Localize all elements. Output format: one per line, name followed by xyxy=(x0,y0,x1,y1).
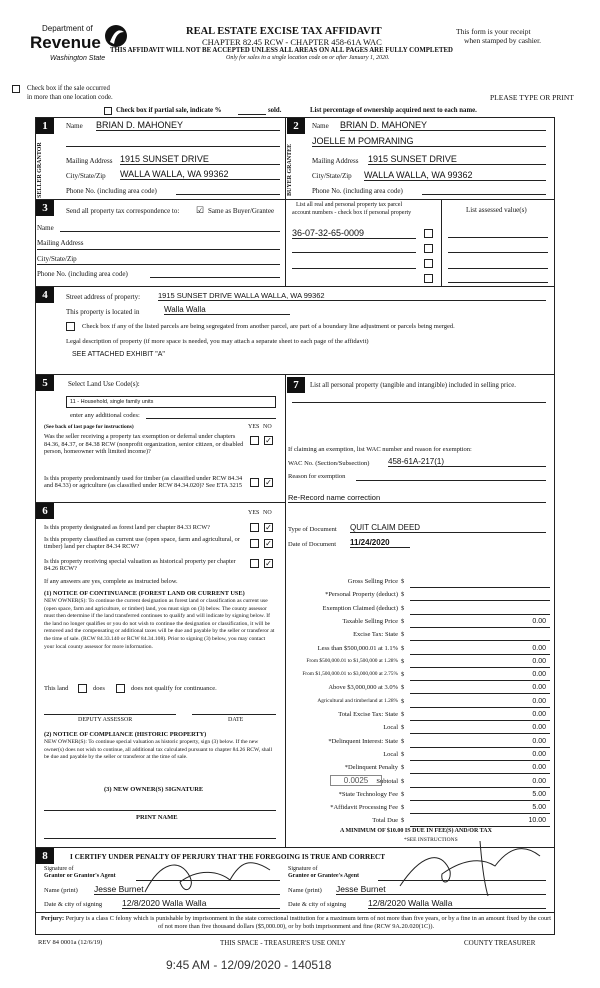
timber-question: Is this property predominantly used for timber (as classified under RCW 84.34 and 84.33) or agriculture (as classified under RCW 84.34.020)? See ETA 3215 xyxy=(44,475,243,489)
partial-sale-label: Check box if partial sale, indicate % xyxy=(116,107,222,114)
dollar-sign: $ xyxy=(401,591,405,599)
tax-row-value[interactable] xyxy=(410,631,550,641)
ownership-note: List percentage of ownership acquired next to each name. xyxy=(310,107,477,114)
sec6-no-header: NO xyxy=(263,510,272,516)
receipt-line-1: This form is your receipt xyxy=(456,27,531,36)
dollar-sign: $ xyxy=(401,790,405,798)
tax-row-value[interactable]: 0.00 xyxy=(410,698,550,708)
notice-compliance-title: (2) NOTICE OF COMPLIANCE (HISTORIC PROPERTY) xyxy=(44,731,207,738)
tax-name-label: Name xyxy=(37,224,54,232)
assessor-date-field[interactable] xyxy=(192,714,276,715)
form-warning: THIS AFFIDAVIT WILL NOT BE ACCEPTED UNLESS ALL AREAS ON ALL PAGES ARE FULLY COMPLETED xyxy=(110,47,453,54)
tax-row-label: *Delinquent Penalty xyxy=(344,764,398,772)
forest-no-checkbox[interactable]: ✓ xyxy=(265,523,272,532)
multi-location-label-2: in more than one location code. xyxy=(27,94,113,101)
dollar-sign: $ xyxy=(401,737,405,745)
exemption-yes-checkbox[interactable] xyxy=(250,436,259,445)
grantor-name-value[interactable]: Jesse Burnet xyxy=(94,884,280,895)
land-does-not-label: does not qualify for continuance. xyxy=(131,685,217,692)
dollar-sign: $ xyxy=(401,604,405,612)
dor-logo xyxy=(30,22,130,70)
only-for-note: Only for sales in a single location code on or after January 1, 2020. xyxy=(226,55,390,61)
tax-row-label: Less than $500,000.01 at 1.1% xyxy=(317,644,398,652)
form-revision: REV 84 0001a (12/6/19) xyxy=(38,939,103,946)
tax-row-label: *State Technology Fee xyxy=(338,790,398,798)
doc-type-label: Type of Document xyxy=(288,526,337,533)
see-back-note: (See back of last page for instructions) xyxy=(44,424,134,430)
tax-row-label: *Personal Property (deduct) xyxy=(325,591,398,599)
dollar-sign: $ xyxy=(401,817,405,825)
section-3-col-divider xyxy=(285,199,286,286)
grantee-name-value[interactable]: Jesse Burnet xyxy=(336,884,546,895)
seller-city-label: City/State/Zip xyxy=(66,172,106,180)
tax-row-label: *Delinquent Interest: State xyxy=(328,737,398,745)
tax-row-label: Total Due xyxy=(372,817,398,825)
buyer-phone-field[interactable] xyxy=(422,194,546,195)
grantor-sig-label-2: Grantor or Grantor's Agent xyxy=(44,873,116,879)
section-5-number: 5 xyxy=(36,375,54,391)
grantee-date-label: Date & city of signing xyxy=(288,901,347,908)
grantor-date-value[interactable]: 12/8/2020 Walla Walla xyxy=(122,898,280,909)
tax-row-label: Subtotal xyxy=(376,777,398,785)
section-1-2-divider xyxy=(285,117,286,199)
assessed-value-3[interactable] xyxy=(448,268,548,269)
buyer-mail-value[interactable]: 1915 SUNSET DRIVE xyxy=(368,154,546,165)
land-use-code-field[interactable]: 11 - Household, single family units xyxy=(66,396,276,408)
multi-location-label-1: Check box if the sale occurred xyxy=(27,85,110,92)
dollar-sign: $ xyxy=(401,711,405,718)
form-chapter: CHAPTER 82.45 RCW - CHAPTER 458-61A WAC xyxy=(202,37,382,47)
dollar-sign: $ xyxy=(401,644,405,652)
treasurer-use-note: THIS SPACE - TREASURER'S USE ONLY xyxy=(220,939,346,947)
legal-description-label: Legal description of property (if more space is needed, you may attach a separate sheet to each page of the affidavit) xyxy=(66,338,369,345)
print-name-field[interactable] xyxy=(44,838,276,839)
section-divider-4 xyxy=(35,286,555,287)
buyer-city-value[interactable]: WALLA WALLA, WA 99362 xyxy=(364,170,546,181)
timber-no-checkbox[interactable]: ✓ xyxy=(265,478,272,487)
located-value[interactable]: Walla Walla xyxy=(164,305,290,315)
partial-pct-field[interactable] xyxy=(238,114,266,115)
dollar-sign: $ xyxy=(401,671,405,679)
historic-no-checkbox[interactable]: ✓ xyxy=(265,559,272,568)
tax-row-label: Excise Tax: State xyxy=(353,631,398,639)
tax-row-value[interactable] xyxy=(410,605,550,615)
assessed-value-1[interactable] xyxy=(448,237,548,238)
tax-city-label: City/State/Zip xyxy=(37,255,77,263)
parcel-number-2[interactable] xyxy=(292,252,416,253)
tax-row-label: Above $3,000,000 at 3.0% xyxy=(328,684,398,692)
current-use-yes-checkbox[interactable] xyxy=(250,539,259,548)
tax-mail-field[interactable] xyxy=(37,249,280,250)
receipt-line-2: when stamped by cashier. xyxy=(464,36,542,45)
seller-phone-field[interactable] xyxy=(176,194,280,195)
perjury-label: Perjury: xyxy=(41,915,65,922)
seller-name-value[interactable]: BRIAN D. MAHONEY xyxy=(96,120,280,131)
grantor-sig-label-1: Signature of xyxy=(44,866,74,872)
dollar-sign: $ xyxy=(401,697,405,705)
exemption-no-checkbox[interactable]: ✓ xyxy=(265,436,272,445)
tax-row-value[interactable] xyxy=(410,578,550,588)
tax-row-value[interactable]: 0.00 xyxy=(410,671,550,681)
land-does-not-checkbox[interactable] xyxy=(116,684,125,693)
county-treasurer-label: COUNTY TREASURER xyxy=(464,939,536,947)
exemption-question: Was the seller receiving a property tax exemption or deferral under chapters 84.36, 84.37, or 84.38 RCW (nonprofit organization, senior citizen, or disabled person, homeowner with limited income)? xyxy=(44,433,244,455)
forest-yes-checkbox[interactable] xyxy=(250,523,259,532)
parcel-1-personal-checkbox[interactable] xyxy=(424,229,433,238)
assessor-date-label: DATE xyxy=(228,717,244,723)
new-owner-signature-field[interactable] xyxy=(44,810,276,811)
correspondence-label: Send all property tax correspondence to: xyxy=(66,207,180,215)
tax-row-value[interactable] xyxy=(410,591,550,601)
new-owner-signature-label: (3) NEW OWNER(S) SIGNATURE xyxy=(104,786,204,793)
tax-row-value[interactable]: 0.00 xyxy=(410,751,550,761)
perjury-text: Perjury is a class C felony which is punishable by imprisonment in the state correctional institution for a maximum term of not more than five years, or by a fine in an amount fixed by the court of not more than five thousand dollars ($5,000.00), or by both imprisonment and fine (RCW 9A.20.020(1C)). xyxy=(65,915,551,930)
section-3-col-divider-2 xyxy=(441,199,442,286)
tax-phone-field[interactable] xyxy=(150,277,280,278)
tax-row-value[interactable]: 0.00 xyxy=(410,711,550,721)
seller-city-value[interactable]: WALLA WALLA, WA 99362 xyxy=(120,169,280,180)
additional-codes-label: enter any additional codes: xyxy=(70,412,140,419)
dollar-sign: $ xyxy=(401,657,405,665)
wac-value[interactable]: 458-61A-217(1) xyxy=(388,457,546,467)
buyer-name-value-2[interactable]: JOELLE M POMRANING xyxy=(312,136,546,147)
tax-city-field[interactable] xyxy=(37,264,280,265)
section-8-number: 8 xyxy=(36,848,54,864)
tax-row-value[interactable]: 0.00 xyxy=(410,618,550,628)
exemption-claim-label: If claiming an exemption, list WAC number and reason for exemption: xyxy=(288,446,472,453)
section-1-number: 1 xyxy=(36,118,54,134)
assessed-value-4[interactable] xyxy=(448,282,548,283)
recording-stamp: 9:45 AM - 12/09/2020 - 140518 xyxy=(166,958,332,972)
land-does-label: does xyxy=(93,685,105,692)
deputy-assessor-field[interactable] xyxy=(44,714,176,715)
same-as-buyer-label: Same as Buyer/Grantee xyxy=(208,207,275,215)
seller-phone-label: Phone No. (including area code) xyxy=(66,187,157,195)
dollar-sign: $ xyxy=(401,617,405,625)
section-4-number: 4 xyxy=(36,287,54,303)
print-note: PLEASE TYPE OR PRINT xyxy=(490,93,574,102)
buyer-side-label: BUYER GRANTEE xyxy=(287,143,293,197)
timber-yes-checkbox[interactable] xyxy=(250,478,259,487)
doc-date-value[interactable]: 11/24/2020 xyxy=(350,538,410,548)
doc-date-label: Date of Document xyxy=(288,541,337,548)
buyer-city-label: City/State/Zip xyxy=(312,172,352,180)
tax-row-label: From $500,000.01 to $1,500,000 at 1.28% xyxy=(306,657,398,664)
grantee-name-label: Name (print) xyxy=(288,887,322,894)
legal-description-value[interactable]: SEE ATTACHED EXHIBIT "A" xyxy=(72,351,165,358)
section-6-number: 6 xyxy=(36,503,54,519)
historic-question: Is this property receiving special valuation as historical property per chapter 84.26 RCW? xyxy=(44,558,236,572)
sold-label: sold. xyxy=(268,107,282,114)
dollar-sign: $ xyxy=(401,724,405,732)
grantor-name-label: Name (print) xyxy=(44,887,78,894)
tax-phone-label: Phone No. (including area code) xyxy=(37,270,128,278)
tax-row-value[interactable]: 0.00 xyxy=(410,684,550,694)
see-instructions-note: *SEE INSTRUCTIONS xyxy=(404,837,458,843)
same-as-buyer-check[interactable]: ☑ xyxy=(196,205,205,215)
tax-row-value[interactable]: 0.00 xyxy=(410,764,550,774)
section-divider-6 xyxy=(35,502,286,503)
seller-side-label: SELLER GRANTOR xyxy=(37,142,43,198)
current-use-no-checkbox[interactable]: ✓ xyxy=(265,539,272,548)
assessed-label: List assessed value(s) xyxy=(466,206,527,214)
land-does-checkbox[interactable] xyxy=(78,684,87,693)
reason-line-1[interactable] xyxy=(356,480,546,481)
parcel-2-personal-checkbox[interactable] xyxy=(424,244,433,253)
personal-property-label: List all personal property (tangible and intangible) included in selling price. xyxy=(310,382,516,389)
grantee-sig-label-2: Grantee or Grantee's Agent xyxy=(288,873,360,879)
grantee-sig-label-1: Signature of xyxy=(288,866,318,872)
tax-name-field[interactable] xyxy=(60,231,280,232)
personal-property-field[interactable] xyxy=(292,402,546,403)
parcel-list-label-1: List all real and personal property tax parcel xyxy=(296,202,403,208)
tax-row-value[interactable]: 0.00 xyxy=(410,778,550,788)
tax-mail-label: Mailing Address xyxy=(37,239,84,247)
section-divider-3 xyxy=(35,199,555,200)
additional-codes-field[interactable] xyxy=(146,418,276,419)
parcel-3-personal-checkbox[interactable] xyxy=(424,259,433,268)
parcel-list-label-2: account numbers - check box if personal property xyxy=(292,210,412,216)
dollar-sign: $ xyxy=(401,764,405,772)
seller-name-line-2[interactable] xyxy=(66,146,280,147)
tax-row-value[interactable]: 10.00 xyxy=(410,817,550,827)
tax-row-value[interactable]: 0.00 xyxy=(410,658,550,668)
seller-mail-value[interactable]: 1915 SUNSET DRIVE xyxy=(120,154,280,165)
grantee-date-value[interactable]: 12/8/2020 Walla Walla xyxy=(368,898,546,909)
section-2-number: 2 xyxy=(287,118,305,134)
tax-row-label: Local xyxy=(383,750,398,758)
perjury-divider xyxy=(35,912,555,913)
tax-row-value[interactable]: 0.00 xyxy=(410,645,550,655)
seller-name-label: Name xyxy=(66,122,83,130)
print-name-label: PRINT NAME xyxy=(136,814,178,821)
notice-continuance-text: NEW OWNER(S): To continue the current designation as forest land or classification as current use (open space, farm and agriculture, or timber) land, you must sign on (3) below. The county assessor must then determine if the land transferred continues to qualify and will indicate by signing below. If the land no longer qualifies or you do not wish to continue the designation or classification, it will be removed and the compensating or additional taxes will be due and payable by the seller or transferor at the time of sale. (RCW 84.33.140 or RCW 84.34.108). Prior to signing (3) below, you may contact your local county assessor for more information. xyxy=(44,598,275,650)
sec6-yes-header: YES xyxy=(248,510,260,516)
tax-row-value[interactable]: 5.00 xyxy=(410,804,550,814)
multi-location-checkbox[interactable] xyxy=(12,85,20,93)
current-use-question: Is this property classified as current use (open space, farm and agricultural, or timber) land per chapter 84.34 RCW? xyxy=(44,536,240,550)
deputy-assessor-label: DEPUTY ASSESSOR xyxy=(78,717,133,723)
tax-row-label: Local xyxy=(383,724,398,732)
certify-statement: I CERTIFY UNDER PENALTY OF PERJURY THAT THE FOREGOING IS TRUE AND CORRECT xyxy=(70,853,385,861)
doc-type-value[interactable]: QUIT CLAIM DEED xyxy=(350,523,546,533)
logo-line-1: Department of xyxy=(42,24,93,33)
land-use-label: Select Land Use Code(s): xyxy=(68,380,140,388)
buyer-name-label: Name xyxy=(312,122,329,130)
reason-value[interactable]: Re-Record name correction xyxy=(288,493,546,503)
reason-label: Reason for exemption xyxy=(288,473,346,480)
tax-row-label: Exemption Claimed (deduct) xyxy=(322,604,398,612)
logo-line-2: Revenue xyxy=(30,33,101,52)
parcel-number-3[interactable] xyxy=(292,268,416,269)
logo-line-3: Washington State xyxy=(50,55,106,62)
street-value[interactable]: 1915 SUNSET DRIVE WALLA WALLA, WA 99362 xyxy=(158,291,546,301)
tax-row-value[interactable]: 0.00 xyxy=(410,738,550,748)
tax-row-label: Taxable Selling Price xyxy=(342,617,398,625)
dollar-sign: $ xyxy=(401,578,405,585)
tax-row-label: Total Excise Tax: State xyxy=(338,711,398,718)
forest-question: Is this property designated as forest land per chapter 84.33 RCW? xyxy=(44,524,210,531)
segregated-checkbox[interactable] xyxy=(66,322,75,331)
buyer-phone-label: Phone No. (including area code) xyxy=(312,187,403,195)
parcel-number-1[interactable]: 36-07-32-65-0009 xyxy=(292,228,416,239)
minimum-fee-note: A MINIMUM OF $10.00 IS DUE IN FEE(S) AND/OR TAX xyxy=(340,828,492,834)
dollar-sign: $ xyxy=(401,804,405,812)
segregated-label: Check box if any of the listed parcels are being segregated from another parcel, are part of a boundary line adjustment or parcels being merged. xyxy=(82,323,455,330)
sec5-yes-header: YES xyxy=(248,424,260,430)
dollar-sign: $ xyxy=(401,777,405,785)
parcel-4-personal-checkbox[interactable] xyxy=(424,274,433,283)
form-title: REAL ESTATE EXCISE TAX AFFIDAVIT xyxy=(186,26,382,37)
section-5-7-divider xyxy=(285,374,286,847)
dollar-sign: $ xyxy=(401,750,405,758)
tax-row-label: Agricultural and timberland at 1.28% xyxy=(317,697,398,704)
buyer-name-value-1[interactable]: BRIAN D. MAHONEY xyxy=(340,120,546,131)
sec5-no-header: NO xyxy=(263,424,272,430)
section-7-number: 7 xyxy=(287,377,305,393)
grantor-date-label: Date & city of signing xyxy=(44,901,103,908)
buyer-mail-label: Mailing Address xyxy=(312,157,359,165)
tax-row-label: Gross Selling Price xyxy=(347,578,398,585)
wac-label: WAC No. (Section/Subsection) xyxy=(288,460,370,467)
street-label: Street address of property: xyxy=(66,293,141,301)
seller-mail-label: Mailing Address xyxy=(66,157,113,165)
perjury-statement xyxy=(40,915,552,931)
section-3-number: 3 xyxy=(36,200,54,216)
dollar-sign: $ xyxy=(401,684,405,692)
if-yes-note: If any answers are yes, complete as instructed below. xyxy=(44,578,178,585)
assessed-value-2[interactable] xyxy=(448,252,548,253)
partial-sale-checkbox[interactable] xyxy=(104,107,112,115)
tax-row-value[interactable]: 0.00 xyxy=(410,724,550,734)
local-rate-field[interactable]: 0.0025 xyxy=(330,775,382,786)
historic-yes-checkbox[interactable] xyxy=(250,559,259,568)
located-label: This property is located in xyxy=(66,308,140,316)
tax-row-value[interactable]: 5.00 xyxy=(410,791,550,801)
notice-compliance-text: NEW OWNER(S): To continue special valuation as historic property, sign (3) below. If the new owner(s) does not wish to continue, all additional tax calculated pursuant to chapter 84.26 RCW, shall be due and payable by the seller or transferor at the time of sale. xyxy=(44,739,273,761)
notice-continuance-title: (1) NOTICE OF CONTINUANCE (FOREST LAND OR CURRENT USE) xyxy=(44,590,245,597)
section-divider-5 xyxy=(35,374,555,375)
tax-row-label: *Affidavit Processing Fee xyxy=(330,804,398,812)
this-land-label: This land xyxy=(44,685,69,692)
tax-row-label: From $1,500,000.01 to $3,000,000 at 2.75% xyxy=(302,671,398,678)
dollar-sign: $ xyxy=(401,631,405,639)
